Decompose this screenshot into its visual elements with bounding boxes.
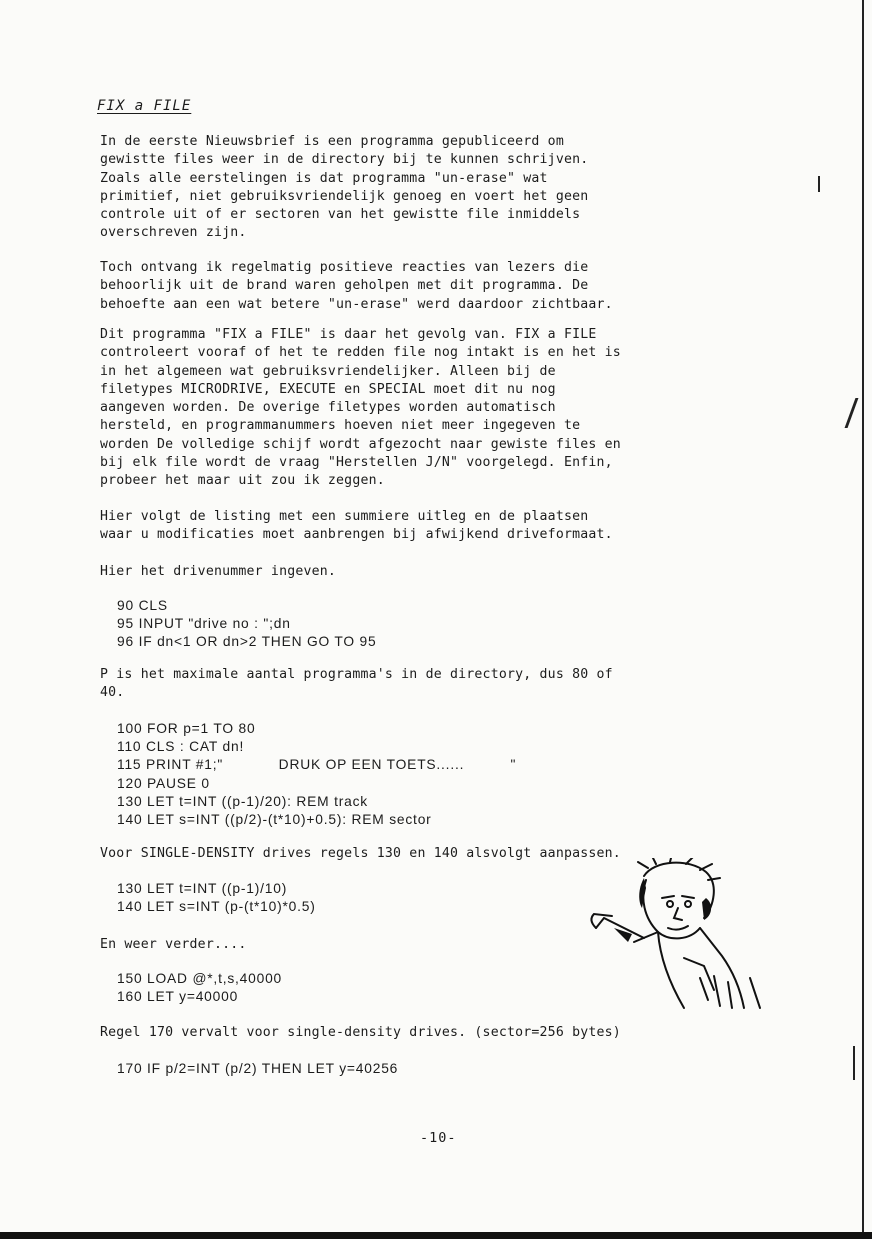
text-line: In de eerste Nieuwsbrief is een programma gepubliceerd om <box>100 134 564 149</box>
scan-mark <box>818 176 820 192</box>
code-line: 170 IF p/2=INT (p/2) THEN LET y=40256 <box>117 1061 399 1076</box>
text-line: Hier volgt de listing met een summiere uitleg en de plaatsen <box>100 509 589 524</box>
text-line: controleert vooraf of het te redden file nog intakt is en het is <box>100 345 621 361</box>
continue-note <box>100 936 247 954</box>
code-line: 95 INPUT "drive no : ";dn <box>117 616 291 632</box>
text-line: Voor SINGLE-DENSITY drives regels 130 en 140 alsvolgt aanpassen. <box>100 846 621 861</box>
text-line: 40. <box>100 685 125 701</box>
text-line: filetypes MICRODRIVE, EXECUTE en SPECIAL moet dit nu nog <box>100 381 556 397</box>
code-line: 140 LET s=INT ((p/2)-(t*10)+0.5): REM sector <box>117 812 432 828</box>
text-line: hersteld, en programmanummers hoeven niet meer ingegeven te <box>100 418 581 434</box>
code-line: 130 LET t=INT ((p-1)/10) <box>117 881 288 896</box>
page-number: -10- <box>420 1130 457 1146</box>
code-line: 120 PAUSE 0 <box>117 775 210 791</box>
text-line: controle uit of er sectoren van het gewistte file inmiddels <box>100 207 581 223</box>
code-line: 115 PRINT #1;" DRUK OP EEN TOETS...... " <box>117 757 517 773</box>
text-line: P is het maximale aantal programma's in de directory, dus 80 of <box>100 667 613 682</box>
single-density-note <box>100 845 621 863</box>
scan-edge-right <box>862 0 864 1239</box>
text-line: aangeven worden. De overige filetypes worden automatisch <box>100 400 556 416</box>
code-block-main <box>117 720 516 829</box>
code-line: 96 IF dn<1 OR dn>2 THEN GO TO 95 <box>117 634 377 650</box>
text-line: Hier het drivenummer ingeven. <box>100 564 337 579</box>
code-line: 140 LET s=INT (p-(t*10)*0.5) <box>117 899 316 915</box>
code-line: 160 LET y=40000 <box>117 989 239 1005</box>
intro-paragraph <box>100 133 588 243</box>
text-line: worden De volledige schijf wordt afgezocht naar gewiste files en <box>100 436 621 452</box>
code-line: 150 LOAD @*,t,s,40000 <box>117 971 283 986</box>
text-line: bij elk file wordt de vraag "Herstellen J/N" voorgelegd. Enfin, <box>100 455 613 471</box>
text-line: En weer verder.... <box>100 937 247 952</box>
line170-note <box>100 1024 621 1042</box>
code-block-load <box>117 970 282 1006</box>
text-line: Toch ontvang ik regelmatig positieve reacties van lezers die <box>100 260 589 275</box>
code-line: 90 CLS <box>117 598 168 613</box>
p-note <box>100 666 613 703</box>
code-line: 100 FOR p=1 TO 80 <box>117 721 256 736</box>
drive-note <box>100 563 336 581</box>
text-line: Zoals alle eerstelingen is dat programma "un-erase" wat <box>100 170 548 186</box>
code-line: 130 LET t=INT ((p-1)/20): REM track <box>117 793 368 809</box>
text-line: Dit programma "FIX a FILE" is daar het gevolg van. FIX a FILE <box>100 327 597 342</box>
listing-intro-paragraph <box>100 508 613 545</box>
scan-edge-bottom <box>0 1232 872 1239</box>
text-line: Regel 170 vervalt voor single-density drives. (sector=256 bytes) <box>100 1025 621 1040</box>
scan-mark <box>845 398 859 428</box>
scan-mark <box>853 1046 855 1080</box>
text-line: waar u modificaties moet aanbrengen bij afwijkend driveformaat. <box>100 527 613 543</box>
article-title: FIX a FILE <box>97 98 192 114</box>
text-line: behoorlijk uit de brand waren geholpen met dit programma. De <box>100 278 589 294</box>
text-line: in het algemeen wat gebruiksvriendelijker. Alleen bij de <box>100 363 556 379</box>
text-line: overschreven zijn. <box>100 225 247 241</box>
text-line: primitief, niet gebruiksvriendelijk genoeg en voert het geen <box>100 188 589 204</box>
code-block-line170 <box>117 1060 398 1078</box>
text-line: gewistte files weer in de directory bij te kunnen schrijven. <box>100 152 589 168</box>
code-block-drive <box>117 597 377 652</box>
text-line: probeer het maar uit zou ik zeggen. <box>100 473 385 489</box>
program-paragraph <box>100 326 621 491</box>
reactions-paragraph <box>100 259 613 314</box>
text-line: behoefte aan een wat betere "un-erase" werd daardoor zichtbaar. <box>100 296 613 312</box>
code-block-single-density <box>117 880 316 916</box>
code-line: 110 CLS : CAT dn! <box>117 739 245 755</box>
cartoon-man-writing-icon <box>574 858 774 1018</box>
